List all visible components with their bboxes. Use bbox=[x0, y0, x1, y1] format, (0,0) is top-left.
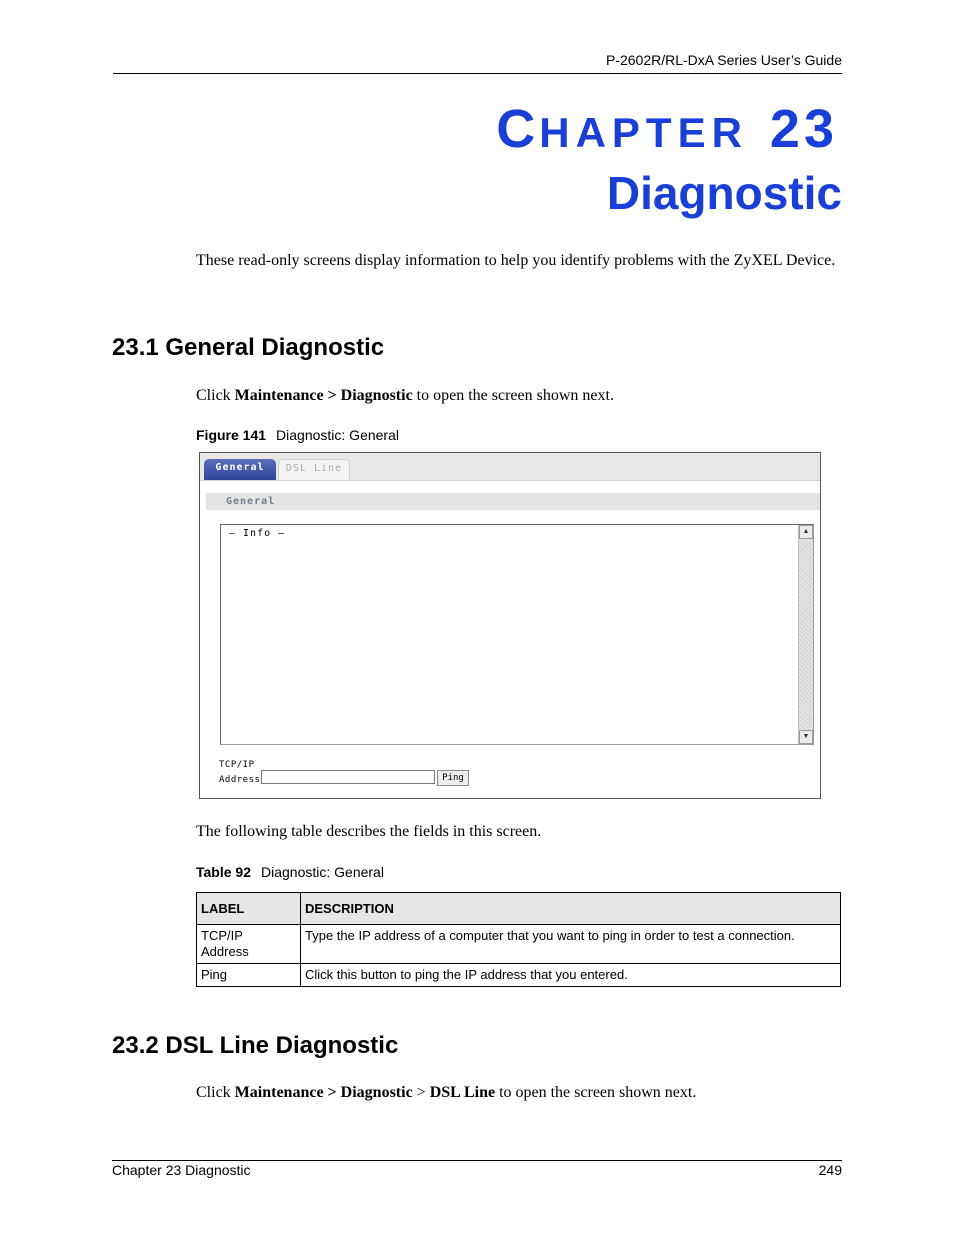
table-intro-paragraph: The following table describes the fields in this screen. bbox=[196, 823, 542, 840]
table-cell-label bbox=[197, 925, 301, 964]
chapter-label-initial: C bbox=[496, 99, 540, 159]
tcpip-label-line2: Address bbox=[219, 775, 261, 785]
diagnostic-screen-figure bbox=[199, 452, 821, 799]
page-number: 249 bbox=[818, 1162, 842, 1178]
label-line2: Address bbox=[201, 944, 249, 959]
tab-dsl-line[interactable]: DSL Line bbox=[278, 459, 350, 480]
table-row bbox=[197, 964, 841, 987]
chapter-number: 23 bbox=[769, 99, 838, 159]
tab-general[interactable]: General bbox=[204, 459, 276, 480]
chapter-label bbox=[496, 98, 838, 160]
table-caption-text: Diagnostic: General bbox=[261, 864, 384, 880]
scroll-down-arrow-icon[interactable]: ▼ bbox=[799, 730, 813, 744]
scroll-up-arrow-icon[interactable]: ▲ bbox=[799, 525, 813, 539]
instruction-paragraph-dsl bbox=[196, 1083, 696, 1103]
instruction-suffix: to open the screen shown next. bbox=[495, 1084, 697, 1101]
section-heading-general: 23.1 General Diagnostic bbox=[112, 334, 385, 361]
instruction-menu-path: Maintenance > Diagnostic bbox=[234, 1084, 413, 1101]
vertical-scrollbar[interactable] bbox=[798, 525, 813, 744]
instruction-separator: > bbox=[412, 1084, 430, 1101]
figure-caption-text: Diagnostic: General bbox=[276, 427, 399, 443]
tcpip-address-label bbox=[219, 758, 260, 788]
table-cell-description: Type the IP address of a computer that you want to ping in order to test a connection. bbox=[301, 925, 841, 964]
section-title-bar: General bbox=[206, 493, 820, 510]
ping-button[interactable]: Ping bbox=[437, 770, 469, 786]
table-row bbox=[197, 925, 841, 964]
figure-caption bbox=[196, 427, 399, 443]
table-caption-label: Table 92 bbox=[196, 864, 251, 880]
section-heading-dsl-line: 23.2 DSL Line Diagnostic bbox=[112, 1032, 399, 1059]
figure-caption-label: Figure 141 bbox=[196, 427, 267, 443]
header-rule bbox=[113, 73, 842, 74]
instruction-prefix: Click bbox=[196, 387, 235, 404]
instruction-paragraph bbox=[196, 386, 614, 406]
table-caption bbox=[196, 864, 384, 880]
info-text: – Info – bbox=[229, 528, 286, 539]
instruction-suffix: to open the screen shown next. bbox=[412, 387, 614, 404]
table-header-row bbox=[197, 893, 841, 925]
column-header-label: LABEL bbox=[197, 893, 301, 925]
tab-bar bbox=[200, 453, 820, 481]
running-header: P-2602R/RL-DxA Series User’s Guide bbox=[605, 52, 842, 68]
chapter-label-rest: HAPTER bbox=[539, 109, 748, 156]
footer-chapter-title: Chapter 23 Diagnostic bbox=[112, 1162, 251, 1178]
column-header-description: DESCRIPTION bbox=[301, 893, 841, 925]
tcpip-address-input[interactable] bbox=[261, 770, 435, 784]
table-cell-label: Ping bbox=[197, 964, 301, 987]
instruction-menu-item: DSL Line bbox=[429, 1084, 496, 1101]
fields-table bbox=[196, 892, 841, 987]
table-cell-description: Click this button to ping the IP address that you entered. bbox=[301, 964, 841, 987]
info-textarea[interactable] bbox=[220, 524, 814, 745]
chapter-title: Diagnostic bbox=[606, 167, 842, 219]
intro-paragraph: These read-only screens display information to help you identify problems with the ZyXEL Device. bbox=[196, 252, 836, 269]
footer-rule bbox=[112, 1160, 842, 1161]
tcpip-label-line1: TCP/IP bbox=[219, 760, 255, 770]
instruction-prefix: Click bbox=[196, 1084, 235, 1101]
instruction-menu-path: Maintenance > Diagnostic bbox=[234, 387, 413, 404]
label-line1: TCP/IP bbox=[201, 928, 243, 943]
